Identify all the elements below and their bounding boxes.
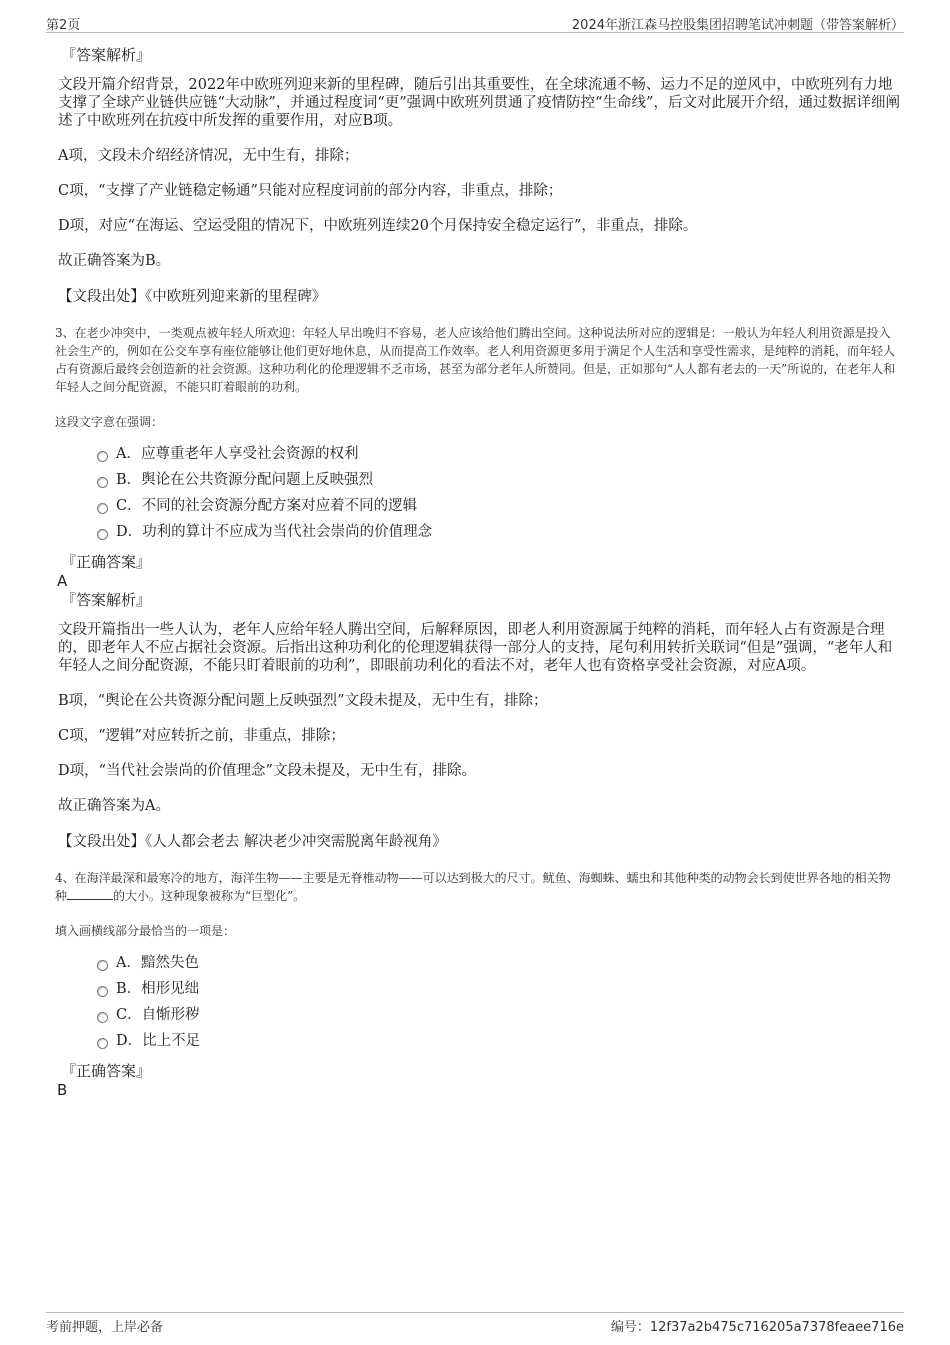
document-code [611, 1316, 904, 1335]
radio-icon[interactable] [97, 960, 108, 971]
q3-analysis-paragraph: 文段开篇指出一些人认为，老年人应给年轻人腾出空间，后解释原因，即老人利用资源属于纯粹的消耗，而年轻人占有资源是合理的，即老年人不应占据社会资源。后指出这种功利化的伦理逻辑获得一部分人的支持，尾句利用转折关联词“但是”强调，“老年人和年轻人之间分配资源，不能只盯着眼前的功利”，即眼前功利化的看法不对，老年人也有资格享受社会资源，对应A项。 [58, 622, 893, 674]
option-label: A．应尊重老年人享受社会资源的权利 [116, 446, 359, 462]
q2-source: 【文段出处】《中欧班列迎来新的里程碑》 [58, 289, 327, 305]
q3-options [97, 441, 900, 545]
radio-icon[interactable] [97, 1038, 108, 1049]
code-label: 编号： [610, 1320, 650, 1335]
page-content [55, 45, 900, 1099]
document-title: 2024年浙江森马控股集团招聘笔试冲刺题（带答案解析） [571, 18, 904, 33]
option-label: C．自惭形秽 [116, 1007, 200, 1023]
page-footer [46, 1312, 904, 1335]
q3-source: 【文段出处】《人人都会老去 解决老少冲突需脱离年龄视角》 [58, 834, 447, 850]
q3-prompt: 这段文字意在强调： [55, 415, 164, 429]
q2-analysis-option-a: A项，文段未介绍经济情况，无中生有，排除； [58, 148, 359, 164]
footer-slogan: 考前押题，上岸必备 [46, 1320, 164, 1335]
q4-answer-heading: 『正确答案』 [61, 1062, 152, 1080]
q3-analysis-option-b: B项，“舆论在公共资源分配问题上反映强烈”文段未提及，无中生有，排除； [58, 693, 548, 709]
q3-analysis-option-d: D项，“当代社会崇尚的价值理念”文段未提及，无中生有，排除。 [58, 763, 476, 779]
q3-answer-heading: 『正确答案』 [61, 553, 152, 571]
radio-icon[interactable] [97, 451, 108, 462]
q2-analysis-option-d: D项，对应“在海运、空运受阻的情况下，中欧班列连续20个月保持安全稳定运行”，非重点，排除。 [58, 218, 698, 234]
q2-analysis-option-c: C项，“支撑了产业链稳定畅通”只能对应程度词前的部分内容，非重点，排除； [58, 183, 563, 199]
q4-answer: B [57, 1081, 68, 1099]
q4-options [97, 950, 900, 1054]
radio-icon[interactable] [97, 477, 108, 488]
option-label: B．舆论在公共资源分配问题上反映强烈 [116, 472, 374, 488]
q4-option-b[interactable] [97, 976, 900, 1002]
q4-option-c[interactable] [97, 1002, 900, 1028]
q3-analysis-option-c: C项，“逻辑”对应转折之前，非重点，排除； [58, 728, 345, 744]
q4-question-after: 的大小。这种现象被称为“巨型化”。 [113, 889, 306, 903]
code-value: 12f37a2b475c716205a7378feaee716e [649, 1320, 904, 1335]
radio-icon[interactable] [97, 1012, 108, 1023]
q3-answer: A [57, 572, 68, 590]
q3-analysis-conclusion: 故正确答案为A。 [58, 798, 170, 814]
option-label: B．相形见绌 [116, 981, 200, 997]
q2-analysis-heading: 『答案解析』 [61, 46, 152, 64]
q2-analysis-conclusion: 故正确答案为B。 [58, 253, 171, 269]
fill-blank [67, 887, 113, 900]
q4-option-d[interactable] [97, 1028, 900, 1054]
q3-option-a[interactable] [97, 441, 900, 467]
q4-question-before: 4、在海洋最深和最寒冷的地方，海洋生物——主要是无脊椎动物——可以达到极大的尺寸。鱿鱼、海蜘蛛、蠕虫和其他种类的动物会长到使世界各地的相关物种 [55, 871, 891, 903]
page-number: 第2页 [46, 18, 81, 33]
option-label: D．比上不足 [116, 1033, 201, 1049]
q4-prompt: 填入画横线部分最恰当的一项是： [55, 924, 236, 938]
q3-option-b[interactable] [97, 467, 900, 493]
q3-option-c[interactable] [97, 493, 900, 519]
radio-icon[interactable] [97, 529, 108, 540]
option-label: C．不同的社会资源分配方案对应着不同的逻辑 [116, 498, 418, 514]
page-header [46, 14, 904, 33]
q4-question-text [55, 869, 900, 905]
q3-analysis-heading: 『答案解析』 [61, 591, 152, 609]
q3-option-d[interactable] [97, 519, 900, 545]
radio-icon[interactable] [97, 986, 108, 997]
q3-question-text: 3、在老少冲突中，一类观点被年轻人所欢迎：年轻人早出晚归不容易，老人应该给他们腾出空间。这种说法所对应的逻辑是：一般认为年轻人利用资源是投入社会生产的，例如在公交车享有座位能够让他们更好地休息，从而提高工作效率。老人利用资源更多用于满足个人生活和享受性需求，是纯粹的消耗，而年轻人占有资源后最终会创造新的社会资源。这种功利化的伦理逻辑不乏市场，甚至为部分老年人所赞同。但是，正如那句“人人都有老去的一天”所说的，在老年人和年轻人之间分配资源，不能只盯着眼前的功利。 [55, 326, 896, 394]
q4-option-a[interactable] [97, 950, 900, 976]
q2-analysis-paragraph: 文段开篇介绍背景，2022年中欧班列迎来新的里程碑，随后引出其重要性，在全球流通不畅、运力不足的逆风中，中欧班列有力地支撑了全球产业链供应链“大动脉”，并通过程度词“更”强调中欧班列贯通了疫情防控“生命线”，后文对此展开介绍，通过数据详细阐述了中欧班列在抗疫中所发挥的重要作用，对应B项。 [58, 77, 900, 129]
option-label: D．功利的算计不应成为当代社会崇尚的价值理念 [116, 524, 433, 540]
option-label: A．黯然失色 [116, 955, 199, 971]
radio-icon[interactable] [97, 503, 108, 514]
